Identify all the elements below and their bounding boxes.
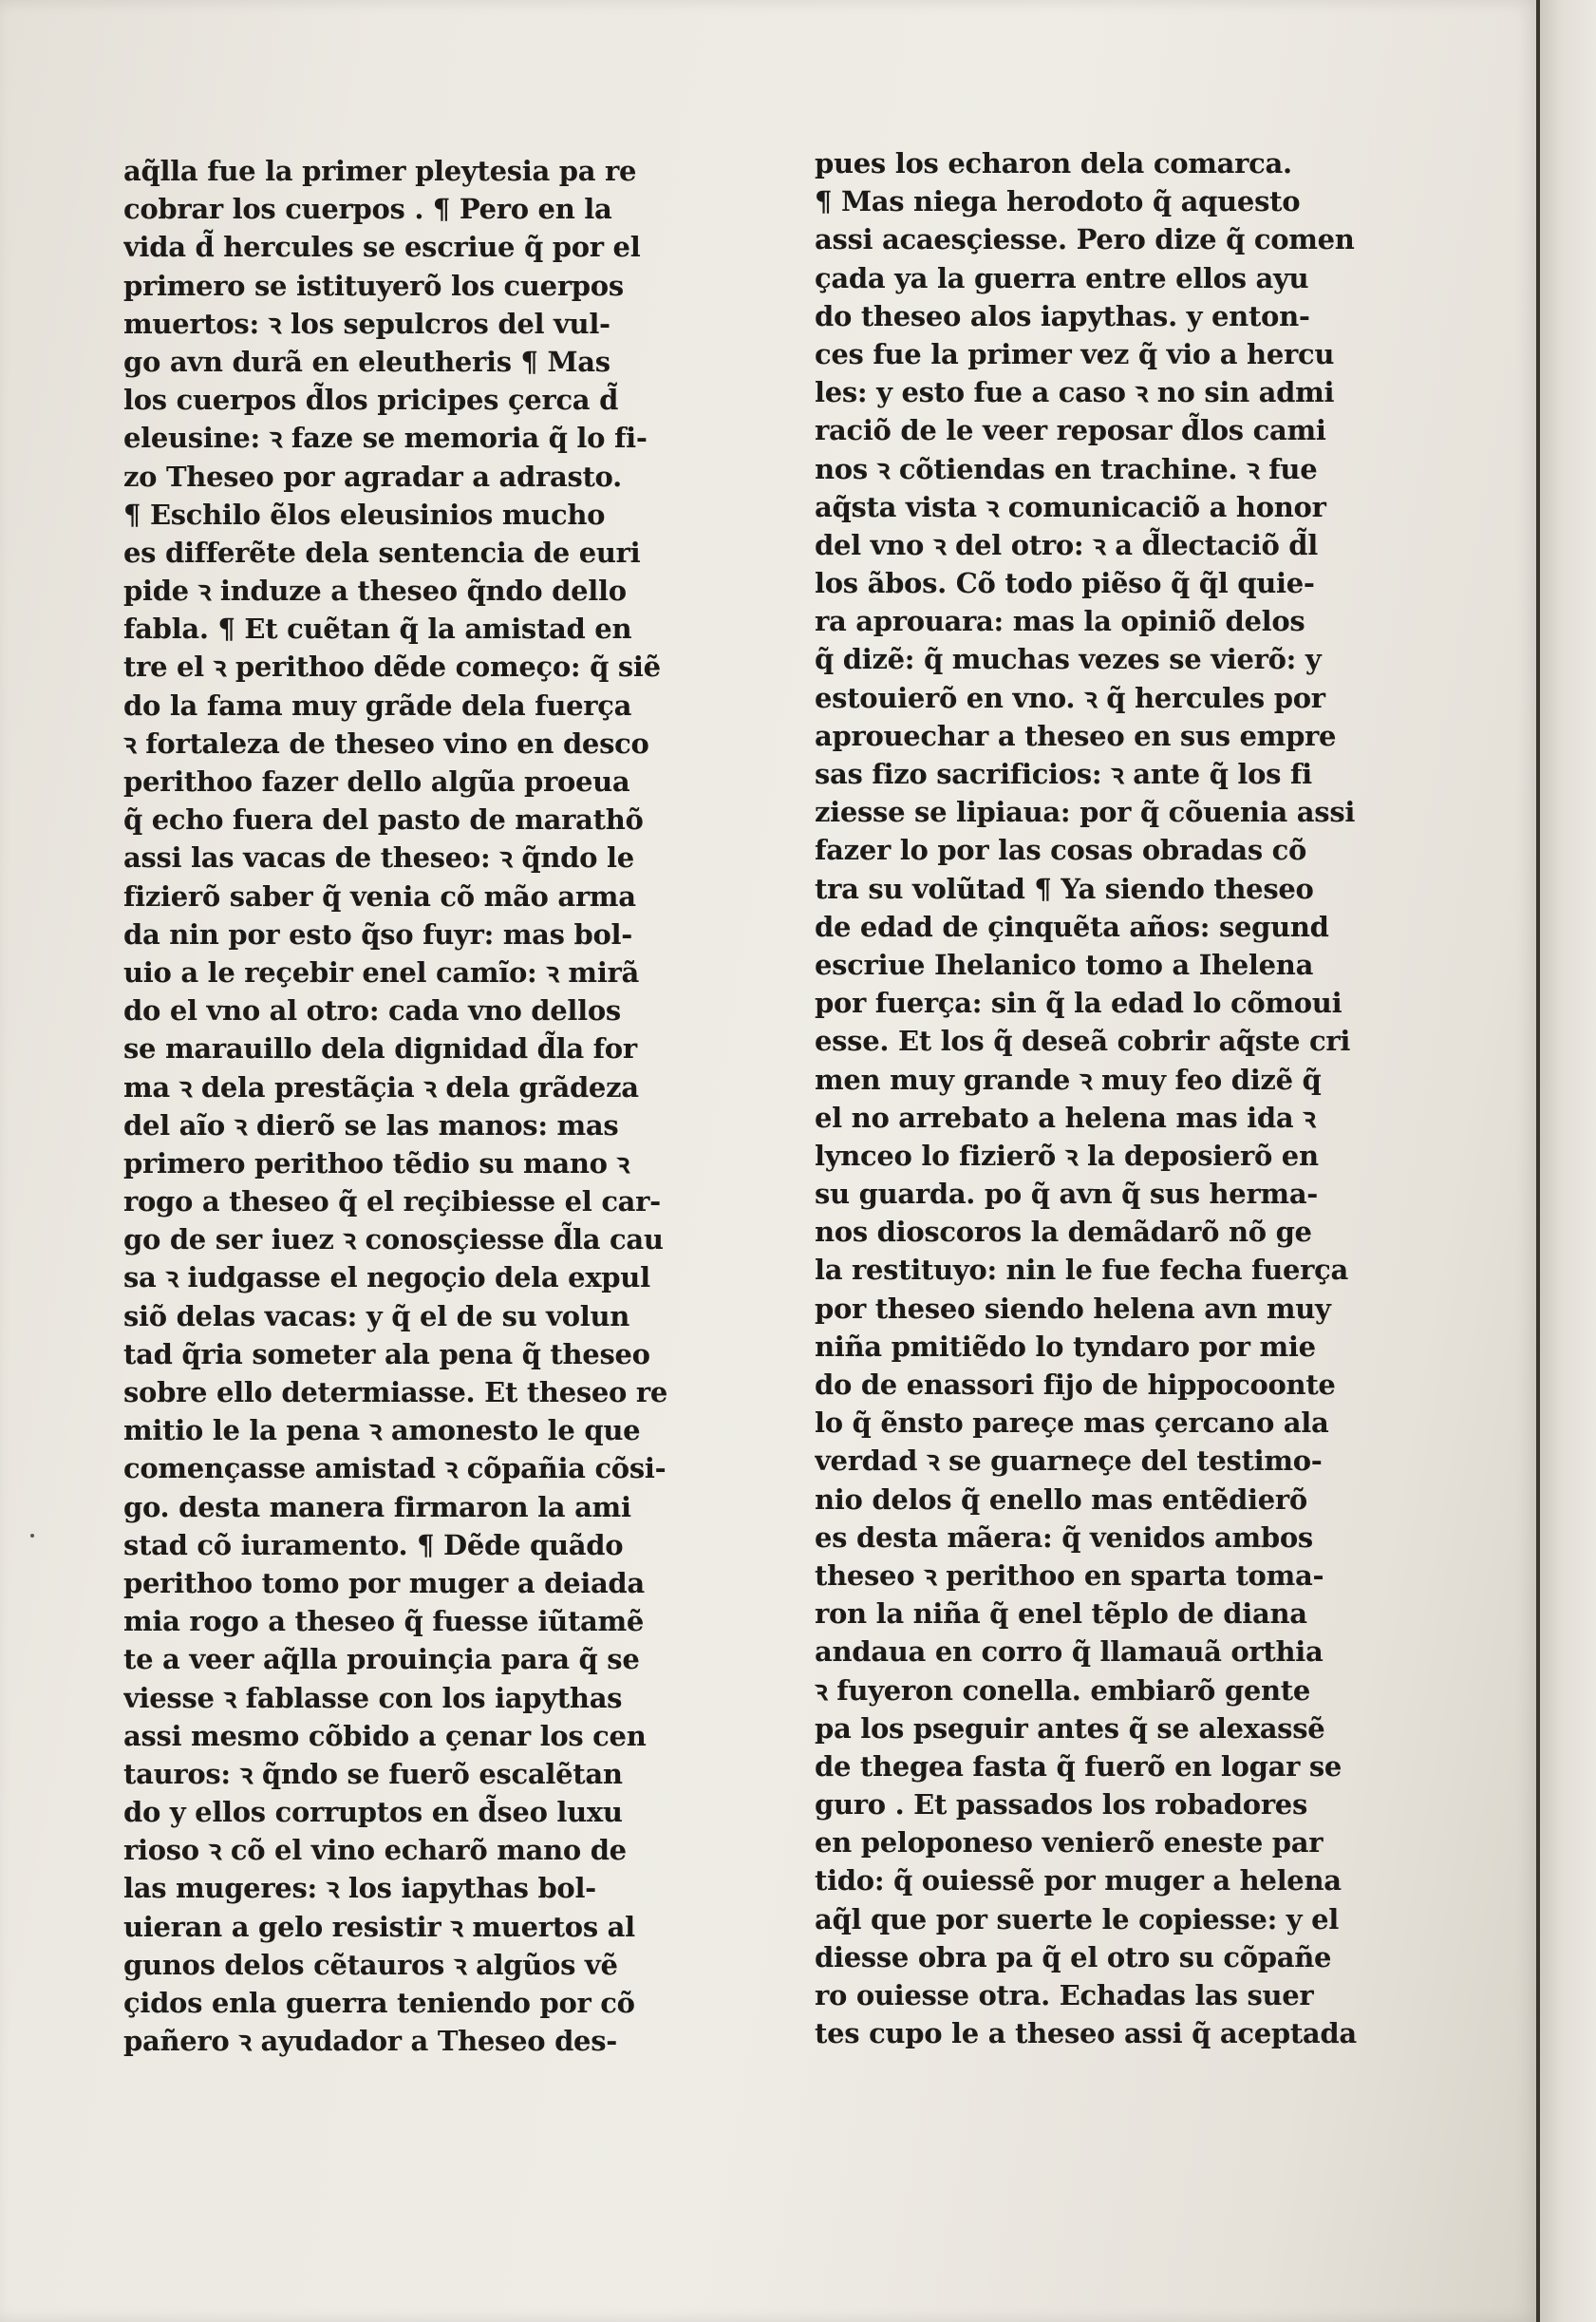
text-line: ¶ Eschilo ẽlos eleusinios mucho	[123, 498, 606, 531]
text-line: ra aprouara: mas la opiniõ delos	[815, 605, 1305, 638]
text-line: del aĩo ꝛ dierõ se las manos: mas	[123, 1108, 619, 1142]
text-line: primero se istituyerõ los cuerpos	[123, 269, 624, 302]
text-line: tauros: ꝛ q̃ndo se fuerõ escalẽtan	[123, 1757, 623, 1790]
text-line: te a veer aq̃lla prouinçia para q̃ se	[123, 1643, 640, 1676]
text-line: aq̃lla fue la primer pleytesia pa re	[123, 155, 637, 187]
text-line: tes cupo le a theseo assi q̃ aceptada	[815, 2017, 1357, 2050]
text-line: verdad ꝛ se guarneçe del testimo-	[815, 1444, 1323, 1478]
text-line: perithoo tomo por muger a deiada	[123, 1566, 645, 1599]
text-line: les: y esto fue a caso ꝛ no sin admi	[815, 376, 1335, 409]
text-line: ¶ Mas niega herodoto q̃ aquesto	[815, 185, 1301, 218]
text-line: sas fizo sacrificios: ꝛ ante q̃ los fi	[815, 758, 1312, 790]
text-line: muertos: ꝛ los sepulcros del vul-	[123, 307, 610, 340]
next-page-edge	[1540, 0, 1596, 2322]
text-line: go de ser iuez ꝛ conosçiesse d̃la cau	[123, 1223, 664, 1256]
text-line: las mugeres: ꝛ los iapythas bol-	[123, 1872, 596, 1905]
text-line: assi mesmo cõbido a çenar los cen	[123, 1719, 647, 1752]
text-line: fazer lo por las cosas obradas cõ	[815, 834, 1307, 867]
text-line: niña pmitiẽdo lo tyndaro por mie	[815, 1330, 1316, 1363]
text-line: tra su volũtad ¶ Ya siendo theseo	[815, 872, 1314, 905]
text-line: la restituyo: nin le fue fecha fuerça	[815, 1254, 1348, 1287]
text-line: ron la niña q̃ enel tẽplo de diana	[815, 1597, 1307, 1631]
text-line: tad q̃ria someter ala pena q̃ theseo	[123, 1337, 650, 1370]
text-line: lo q̃ ẽnsto pareçe mas çercano ala	[815, 1406, 1329, 1440]
text-line: stad cõ iuramento. ¶ Dẽde quãdo	[123, 1528, 624, 1561]
text-line: ꝛ fortaleza de theseo vino en desco	[123, 727, 649, 760]
text-line: tido: q̃ ouiessẽ por muger a helena	[815, 1864, 1342, 1897]
text-line: por fuerça: sin q̃ la edad lo cõmoui	[815, 987, 1343, 1020]
text-line: assi las vacas de theseo: ꝛ q̃ndo le	[123, 841, 634, 875]
text-line: raciõ de le veer reposar d̃los cami	[815, 414, 1326, 447]
text-line: go. desta manera firmaron la ami	[123, 1490, 631, 1523]
text-line: q̃ dizẽ: q̃ muchas vezes se vierõ: y	[815, 643, 1322, 676]
text-column-right	[815, 144, 1365, 2052]
text-line: go avn durã en eleutheris ¶ Mas	[123, 345, 610, 378]
text-line: mitio le la pena ꝛ amonesto le que	[123, 1414, 641, 1447]
text-line: sa ꝛ iudgasse el negoçio dela expul	[123, 1261, 650, 1294]
text-line: sobre ello determiasse. Et theseo re	[123, 1376, 668, 1408]
text-line: tre el ꝛ perithoo dẽde começo: q̃ siẽ	[123, 651, 661, 684]
text-line: aq̃l que por suerte le copiesse: y el	[815, 1902, 1339, 1935]
text-line: viesse ꝛ fablasse con los iapythas	[123, 1681, 623, 1714]
text-line: cobrar los cuerpos . ¶ Pero en la	[123, 193, 612, 226]
text-line: començasse amistad ꝛ cõpañia cõsi-	[123, 1452, 667, 1485]
text-line: aprouechar a theseo en sus empre	[815, 719, 1337, 752]
text-line: ma ꝛ dela prestãçia ꝛ dela grãdeza	[123, 1070, 639, 1104]
text-line: do el vno al otro: cada vno dellos	[123, 994, 621, 1028]
text-line: pañero ꝛ ayudador a Theseo des-	[123, 2025, 617, 2058]
text-line: estouierõ en vno. ꝛ q̃ hercules por	[815, 681, 1325, 714]
text-line: do y ellos corruptos en d̃seo luxu	[123, 1796, 623, 1829]
text-line: ziesse se lipiaua: por q̃ cõuenia assi	[815, 796, 1356, 829]
text-line: fabla. ¶ Et cuẽtan q̃ la amistad en	[123, 613, 632, 646]
text-line: vida d̃ hercules se escriue q̃ por el	[123, 231, 641, 264]
text-line: escriue Ihelanico tomo a Ihelena	[815, 948, 1314, 981]
text-line: diesse obra pa q̃ el otro su cõpañe	[815, 1940, 1332, 1973]
text-line: los cuerpos d̃los pricipes çerca d̃	[123, 384, 619, 417]
text-line: el no arrebato a helena mas ida ꝛ	[815, 1101, 1316, 1134]
text-line: aq̃sta vista ꝛ comunicaciõ a honor	[815, 490, 1326, 523]
text-line: por theseo siendo helena avn muy	[815, 1292, 1331, 1325]
text-line: los ãbos. Cõ todo piẽso q̃ q̃l quie-	[815, 567, 1315, 600]
text-line: del vno ꝛ del otro: ꝛ a d̃lectaciõ d̃l	[815, 528, 1318, 561]
text-line: pues los echaron dela comarca.	[815, 147, 1292, 179]
text-line: q̃ echo fuera del pasto de marathõ	[123, 803, 644, 837]
text-line: assi acaesçiesse. Pero dize q̃ comen	[815, 223, 1355, 256]
text-line: es desta mãera: q̃ venidos ambos	[815, 1520, 1313, 1554]
text-line: mia rogo a theseo q̃ fuesse iũtamẽ	[123, 1605, 645, 1638]
text-line: nos dioscoros la demãdarõ nõ ge	[815, 1216, 1312, 1249]
text-line: siõ delas vacas: y q̃ el de su volun	[123, 1299, 630, 1332]
text-line: men muy grande ꝛ muy feo dizẽ q̃	[815, 1063, 1322, 1096]
text-line: en peloponeso venierõ eneste par	[815, 1826, 1324, 1859]
text-line: pide ꝛ induze a theseo q̃ndo dello	[123, 575, 627, 608]
text-line: es differẽte dela sentencia de euri	[123, 536, 641, 569]
text-line: rogo a theseo q̃ el reçibiesse el car-	[123, 1185, 661, 1218]
text-line: da nin por esto q̃so fuyr: mas bol-	[123, 917, 632, 951]
text-line: ces fue la primer vez q̃ vio a hercu	[815, 337, 1335, 370]
text-line: primero perithoo tẽdio su mano ꝛ	[123, 1146, 629, 1180]
text-line: de edad de çinquẽta años: segund	[815, 910, 1329, 943]
text-line: se marauillo dela dignidad d̃la for	[123, 1032, 637, 1066]
ink-speck	[30, 1534, 34, 1538]
text-line: lynceo lo fizierõ ꝛ la deposierõ en	[815, 1139, 1319, 1172]
text-line: theseo ꝛ perithoo en sparta toma-	[815, 1558, 1324, 1592]
text-line: çada ya la guerra entre ellos ayu	[815, 261, 1309, 294]
text-line: su guarda. po q̃ avn q̃ sus herma-	[815, 1178, 1319, 1211]
text-line: andaua en corro q̃ llamauã orthia	[815, 1635, 1324, 1669]
text-line: gunos delos cẽtauros ꝛ algũos vẽ	[123, 1948, 618, 1981]
text-line: çidos enla guerra teniendo por cõ	[123, 1987, 635, 2019]
text-line: esse. Et los q̃ deseã cobrir aq̃ste cri	[815, 1025, 1351, 1058]
text-column-left	[123, 152, 674, 2060]
text-line: de thegea fasta q̃ fuerõ en logar se	[815, 1749, 1343, 1783]
text-line: uieran a gelo resistir ꝛ muertos al	[123, 1910, 635, 1943]
text-line: perithoo fazer dello algũa proeua	[123, 765, 630, 798]
text-line: pa los pseguir antes q̃ se alexassẽ	[815, 1711, 1325, 1745]
text-line: nio delos q̃ enello mas entẽdierõ	[815, 1482, 1307, 1516]
text-line: guro . Et passados los robadores	[815, 1788, 1307, 1822]
text-line: fizierõ saber q̃ venia cõ mão arma	[123, 879, 636, 913]
text-line: do theseo alos iapythas. y enton-	[815, 299, 1310, 332]
text-line: ro ouiesse otra. Echadas las suer	[815, 1979, 1314, 2011]
text-line: do de enassori fijo de hippocoonte	[815, 1369, 1336, 1401]
text-line: zo Theseo por agradar a adrasto.	[123, 460, 622, 493]
text-line: eleusine: ꝛ faze se memoria q̃ lo fi-	[123, 422, 648, 455]
text-line: ꝛ fuyeron conella. embiarõ gente	[815, 1673, 1311, 1707]
text-line: nos ꝛ cõtiendas en trachine. ꝛ fue	[815, 452, 1318, 485]
text-line: rioso ꝛ cõ el vino echarõ mano de	[123, 1834, 627, 1867]
text-line: uio a le reçebir enel camĩo: ꝛ mirã	[123, 955, 640, 989]
text-line: do la fama muy grãde dela fuerça	[123, 689, 632, 722]
